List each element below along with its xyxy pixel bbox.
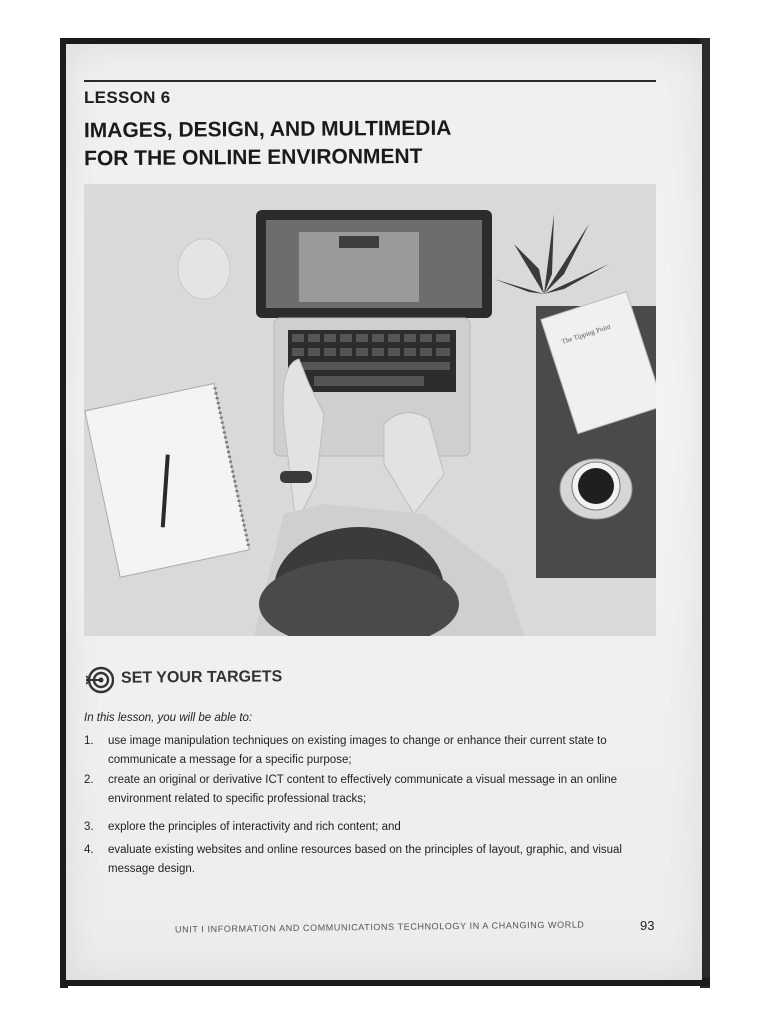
lesson-photo: [84, 184, 656, 636]
objective-text: explore the principles of interactivity and rich content; and: [108, 821, 401, 833]
footer-unit-title: UNIT I INFORMATION AND COMMUNICATIONS TECHNOLOGY IN A CHANGING WORLD: [174, 919, 585, 935]
header-rule: [84, 80, 656, 82]
objective-text: evaluate existing websites and online resources based on the principles of layout, graphic, and visual message design.: [108, 844, 622, 875]
objective-item: [84, 841, 656, 879]
page-number: 93: [640, 918, 655, 933]
objective-item: [84, 818, 656, 837]
target-icon: [86, 666, 114, 694]
objective-number: 1.: [84, 735, 94, 747]
wristwatch: [280, 471, 312, 483]
lesson-title: [84, 115, 452, 174]
objective-number: 3.: [84, 821, 94, 833]
objective-text: use image manipulation techniques on existing images to change or enhance their current state to communicate a message for a specific purpose;: [108, 735, 607, 766]
objective-item: [84, 771, 656, 809]
objective-item: [84, 732, 656, 770]
lesson-title-line1: IMAGES, DESIGN, AND MULTIMEDIA: [83, 116, 452, 143]
desk-photo-illustration: [84, 184, 656, 636]
lesson-title-line2: FOR THE ONLINE ENVIRONMENT: [84, 144, 423, 171]
targets-heading: SET YOUR TARGETS: [120, 668, 283, 687]
objective-number: 2.: [84, 774, 94, 786]
targets-intro: In this lesson, you will be able to:: [84, 712, 253, 724]
objective-number: 4.: [84, 844, 94, 856]
objective-text: create an original or derivative ICT content to effectively communicate a visual message in an online environment related to specific professional tracks;: [108, 774, 618, 805]
cup-left: [178, 239, 230, 299]
lesson-label: LESSON 6: [84, 88, 171, 107]
book-title-text: The Tipping Point: [560, 322, 612, 346]
